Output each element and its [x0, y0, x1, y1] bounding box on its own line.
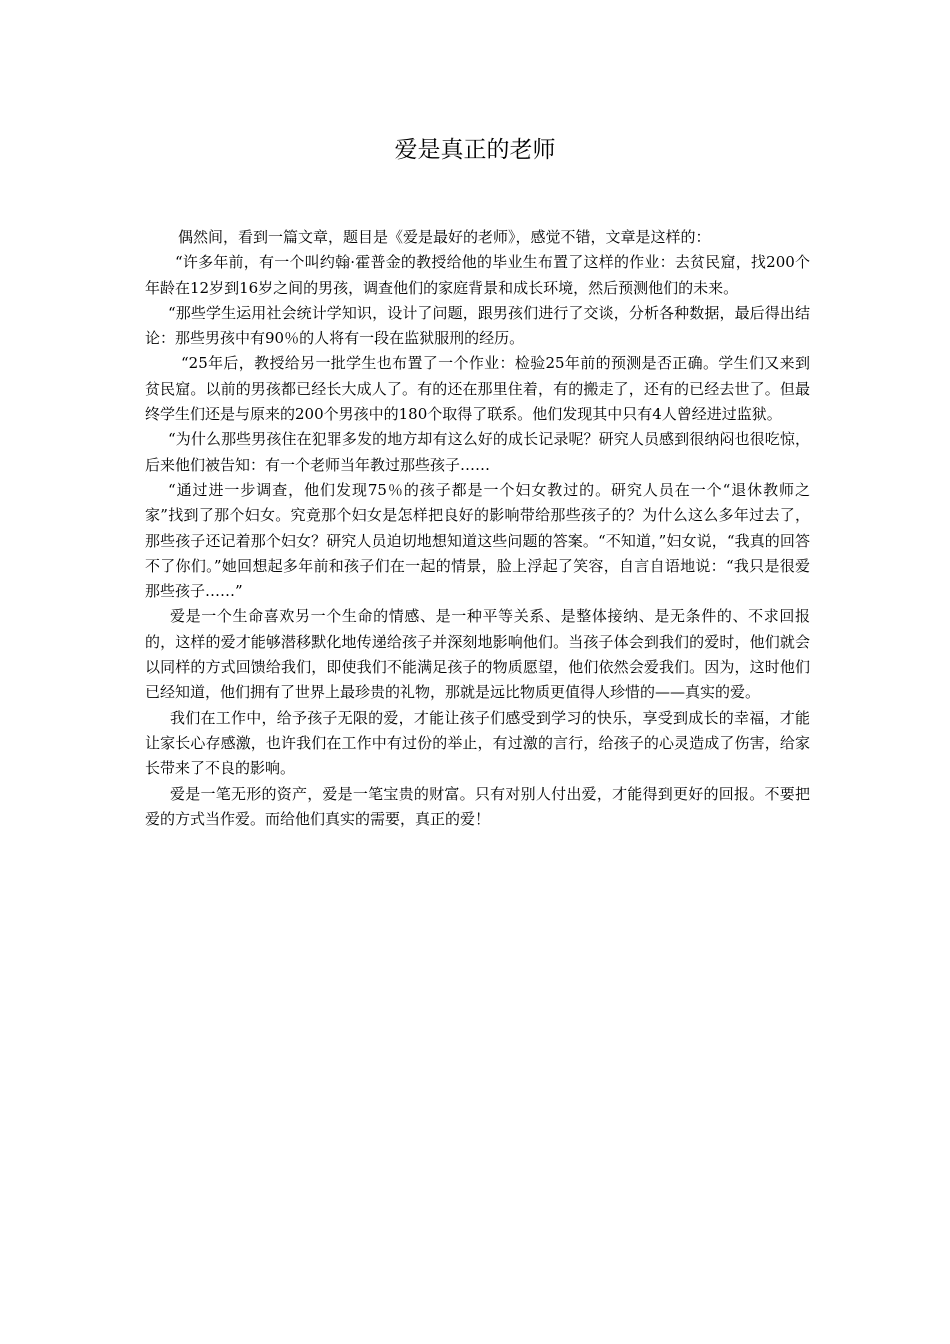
document-title: 爱是真正的老师 [394, 137, 556, 163]
paragraph-investigation: “通过进一步调查，他们发现75％的孩子都是一个妇女教过的。研究人员在一个“退休教师之家”找到了那个妇女。究竟那个妇女是怎样把良好的影响带给那些孩子的？为什么这么多年过去了，那些孩子还记着那个妇女？研究人员迫切地想知道这些问题的答案。“不知道，”妇女说，“我真的回答不了你们。”她回想起多年前和孩子们在一起的情景，脸上浮起了笑容，自言自语地说：“我只是很爱那些孩子……” [145, 480, 810, 601]
paragraph-intro: 偶然间，看到一篇文章，题目是《爱是最好的老师》，感觉不错，文章是这样的： [178, 228, 711, 246]
paragraph-conclusion: “那些学生运用社会统计学知识，设计了问题，跟男孩们进行了交谈，分析各种数据，最后得出结论：那些男孩中有90％的人将有一段在监狱服刑的经历。 [145, 303, 810, 348]
paragraph-work-reflection: 我们在工作中，给予孩子无限的爱，才能让孩子们感受到学习的快乐，享受到成长的幸福，才能让家长心存感激，也许我们在工作中有过份的举止，有过激的言行，给孩子的心灵造成了伤害，给家长带来了不良的影响。 [145, 708, 810, 778]
paragraph-assignment: “许多年前，有一个叫约翰·霍普金的教授给他的毕业生布置了这样的作业：去贫民窟，找200个年龄在12岁到16岁之间的男孩，调查他们的家庭背景和成长环境，然后预测他们的未来。 [145, 253, 810, 297]
document-body [145, 225, 810, 832]
paragraph-love-definition: 爱是一个生命喜欢另一个生命的情感、是一种平等关系、是整体接纳、是无条件的、不求回报的，这样的爱才能够潜移默化地传递给孩子并深刻地影响他们。当孩子体会到我们的爱时，他们就会以同样的方式回馈给我们，即使我们不能满足孩子的物质愿望，他们依然会爱我们。因为，这时他们已经知道，他们拥有了世界上最珍贵的礼物，那就是远比物质更值得人珍惜的——真实的爱。 [145, 607, 810, 702]
paragraph-why: “为什么那些男孩住在犯罪多发的地方却有这么好的成长记录呢？研究人员感到很纳闷也很吃惊，后来他们被告知：有一个老师当年教过那些孩子…… [145, 430, 810, 474]
paragraph-closing: 爱是一笔无形的资产，爱是一笔宝贵的财富。只有对别人付出爱，才能得到更好的回报。不要把爱的方式当作爱。而给他们真实的需要，真正的爱！ [145, 784, 810, 828]
paragraph-25-years-later: “25年后，教授给另一批学生也布置了一个作业：检验25年前的预测是否正确。学生们又来到贫民窟。以前的男孩都已经长大成人了。有的还在那里住着，有的搬走了，还有的已经去世了。但最终学生们还是与原来的200个男孩中的180个取得了联系。他们发现其中只有4人曾经进过监狱。 [145, 354, 810, 424]
